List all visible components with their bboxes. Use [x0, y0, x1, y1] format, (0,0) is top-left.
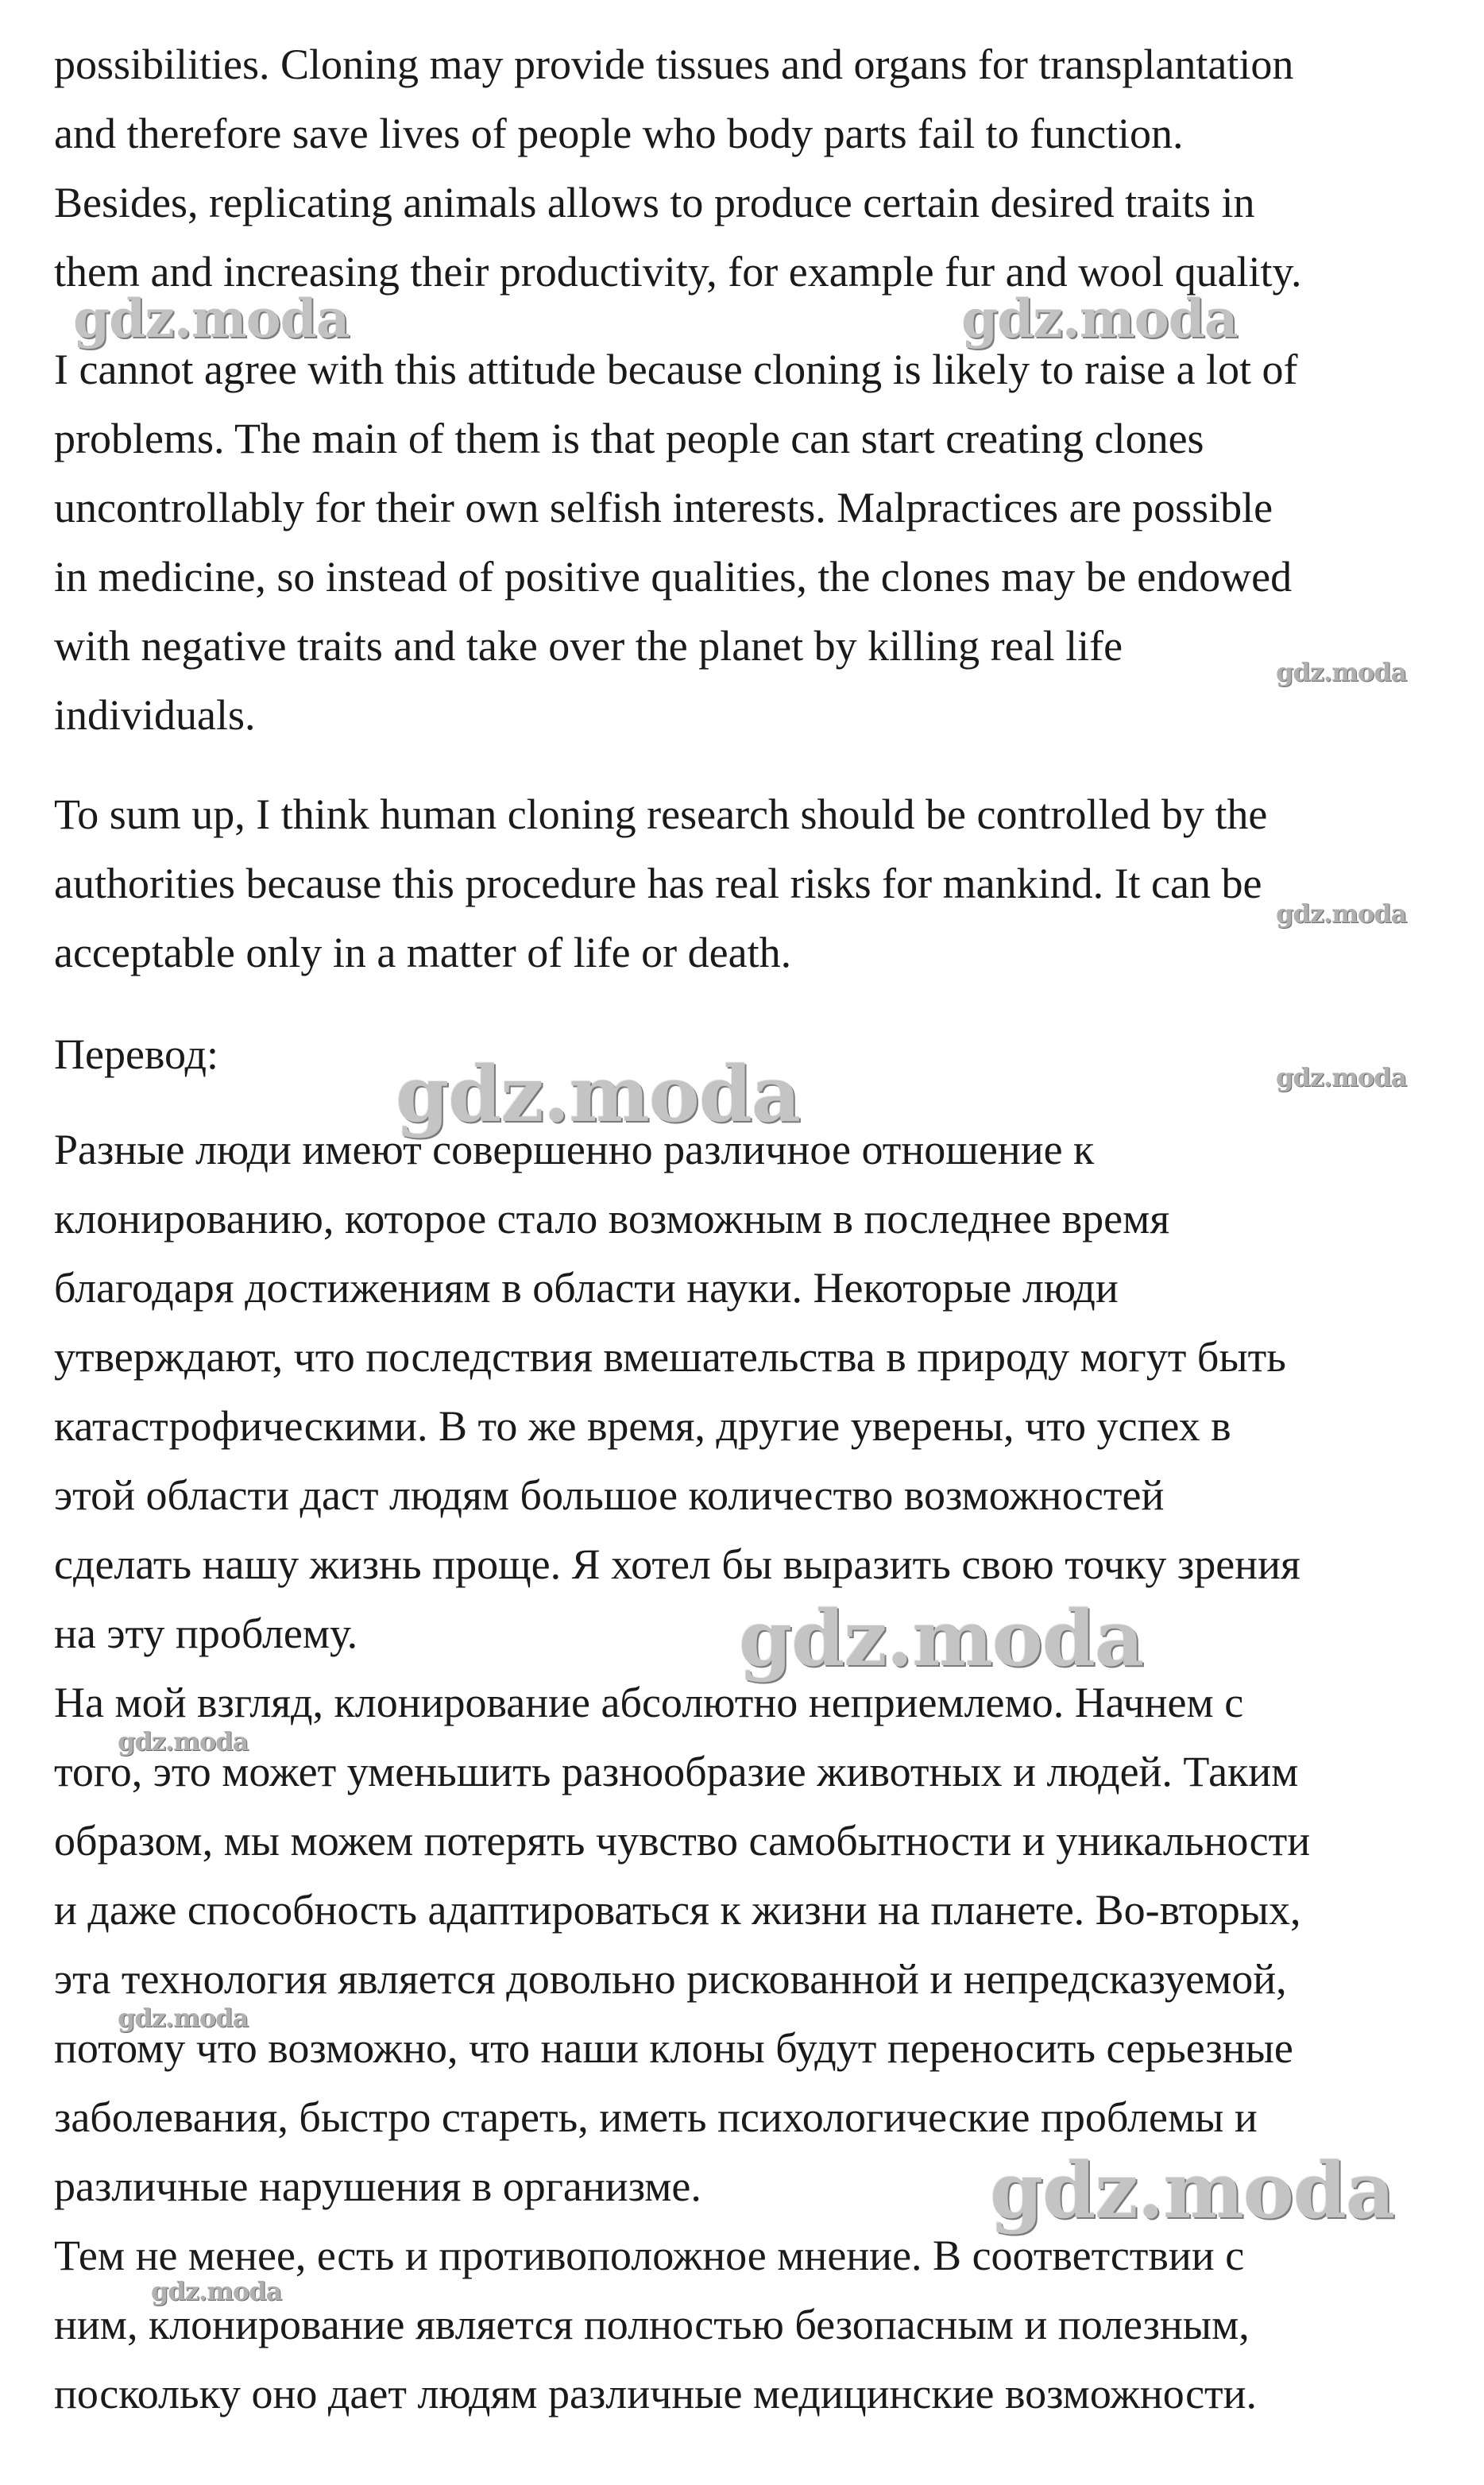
watermark: gdz.moda: [118, 1726, 249, 1757]
text-line: На мой взгляд, клонирование абсолютно неприемлемо. Начнем с: [54, 1679, 1244, 1726]
watermark: gdz.moda: [1276, 899, 1407, 929]
text-line: I cannot agree with this attitude because cloning is likely to raise a lot of: [54, 346, 1298, 393]
text-line: in medicine, so instead of positive qualities, the clones may be endowed: [54, 553, 1293, 601]
text-line: благодаря достижениям в области науки. Некоторые люди: [54, 1264, 1119, 1312]
text-line: потому что возможно, что наши клоны будут переносить серьезные: [54, 2024, 1293, 2072]
text-line: Besides, replicating animals allows to produce certain desired traits in: [54, 179, 1255, 226]
text-line: катастрофическими. В то же время, другие уверены, что успех в: [54, 1402, 1231, 1450]
text-line: Тем не менее, есть и противоположное мнение. В соответствии с: [54, 2232, 1245, 2279]
text-line: заболевания, быстро стареть, иметь психологические проблемы и: [54, 2093, 1258, 2141]
text-line: Разные люди имеют совершенно различное отношение к: [54, 1126, 1095, 1173]
text-line: uncontrollably for their own selfish interests. Malpractices are possible: [54, 484, 1273, 531]
text-line: ним, клонирование является полностью безопасным и полезным,: [54, 2301, 1250, 2348]
watermark: gdz.moda: [961, 288, 1238, 350]
text-line: утверждают, что последствия вмешательства в природу могут быть: [54, 1333, 1286, 1381]
text-line: acceptable only in a matter of life or death.: [54, 929, 792, 976]
text-line: сделать нашу жизнь проще. Я хотел бы выразить свою точку зрения: [54, 1540, 1300, 1588]
text-line: образом, мы можем потерять чувство самобытности и уникальности: [54, 1817, 1311, 1865]
watermark: gdz.moda: [118, 2003, 249, 2033]
text-line: with negative traits and take over the planet by killing real life: [54, 622, 1123, 670]
text-line: and therefore save lives of people who body parts fail to function.: [54, 110, 1184, 157]
text-line: authorities because this procedure has real risks for mankind. It can be: [54, 860, 1262, 907]
text-line: и даже способность адаптироваться к жизни на планете. Во-вторых,: [54, 1886, 1301, 1934]
watermark: gdz.moda: [1276, 1062, 1407, 1092]
text-line: того, это может уменьшить разнообразие животных и людей. Таким: [54, 1748, 1299, 1795]
watermark: gdz.moda: [73, 288, 350, 350]
text-line: на эту проблему.: [54, 1610, 358, 1657]
watermark: gdz.moda: [990, 2146, 1395, 2236]
watermark: gdz.moda: [739, 1594, 1144, 1683]
text-line: individuals.: [54, 691, 256, 739]
text-line: possibilities. Cloning may provide tissues and organs for transplantation: [54, 41, 1294, 88]
text-line: To sum up, I think human cloning research should be controlled by the: [54, 790, 1268, 838]
translation-heading: Перевод:: [54, 1030, 218, 1078]
text-line: эта технология является довольно рискованной и непредсказуемой,: [54, 1955, 1287, 2003]
text-line: различные нарушения в организме.: [54, 2162, 701, 2210]
text-line: клонированию, которое стало возможным в последнее время: [54, 1195, 1170, 1242]
text-line: этой области даст людям большое количество возможностей: [54, 1471, 1165, 1519]
text-line: поскольку оно дает людям различные медицинские возможности.: [54, 2370, 1258, 2417]
text-line: problems. The main of them is that people can start creating clones: [54, 415, 1204, 462]
watermark: gdz.moda: [151, 2276, 282, 2306]
text-line: them and increasing their productivity, for example fur and wool quality.: [54, 248, 1302, 296]
watermark: gdz.moda: [1276, 657, 1407, 687]
watermark: gdz.moda: [396, 1049, 801, 1139]
